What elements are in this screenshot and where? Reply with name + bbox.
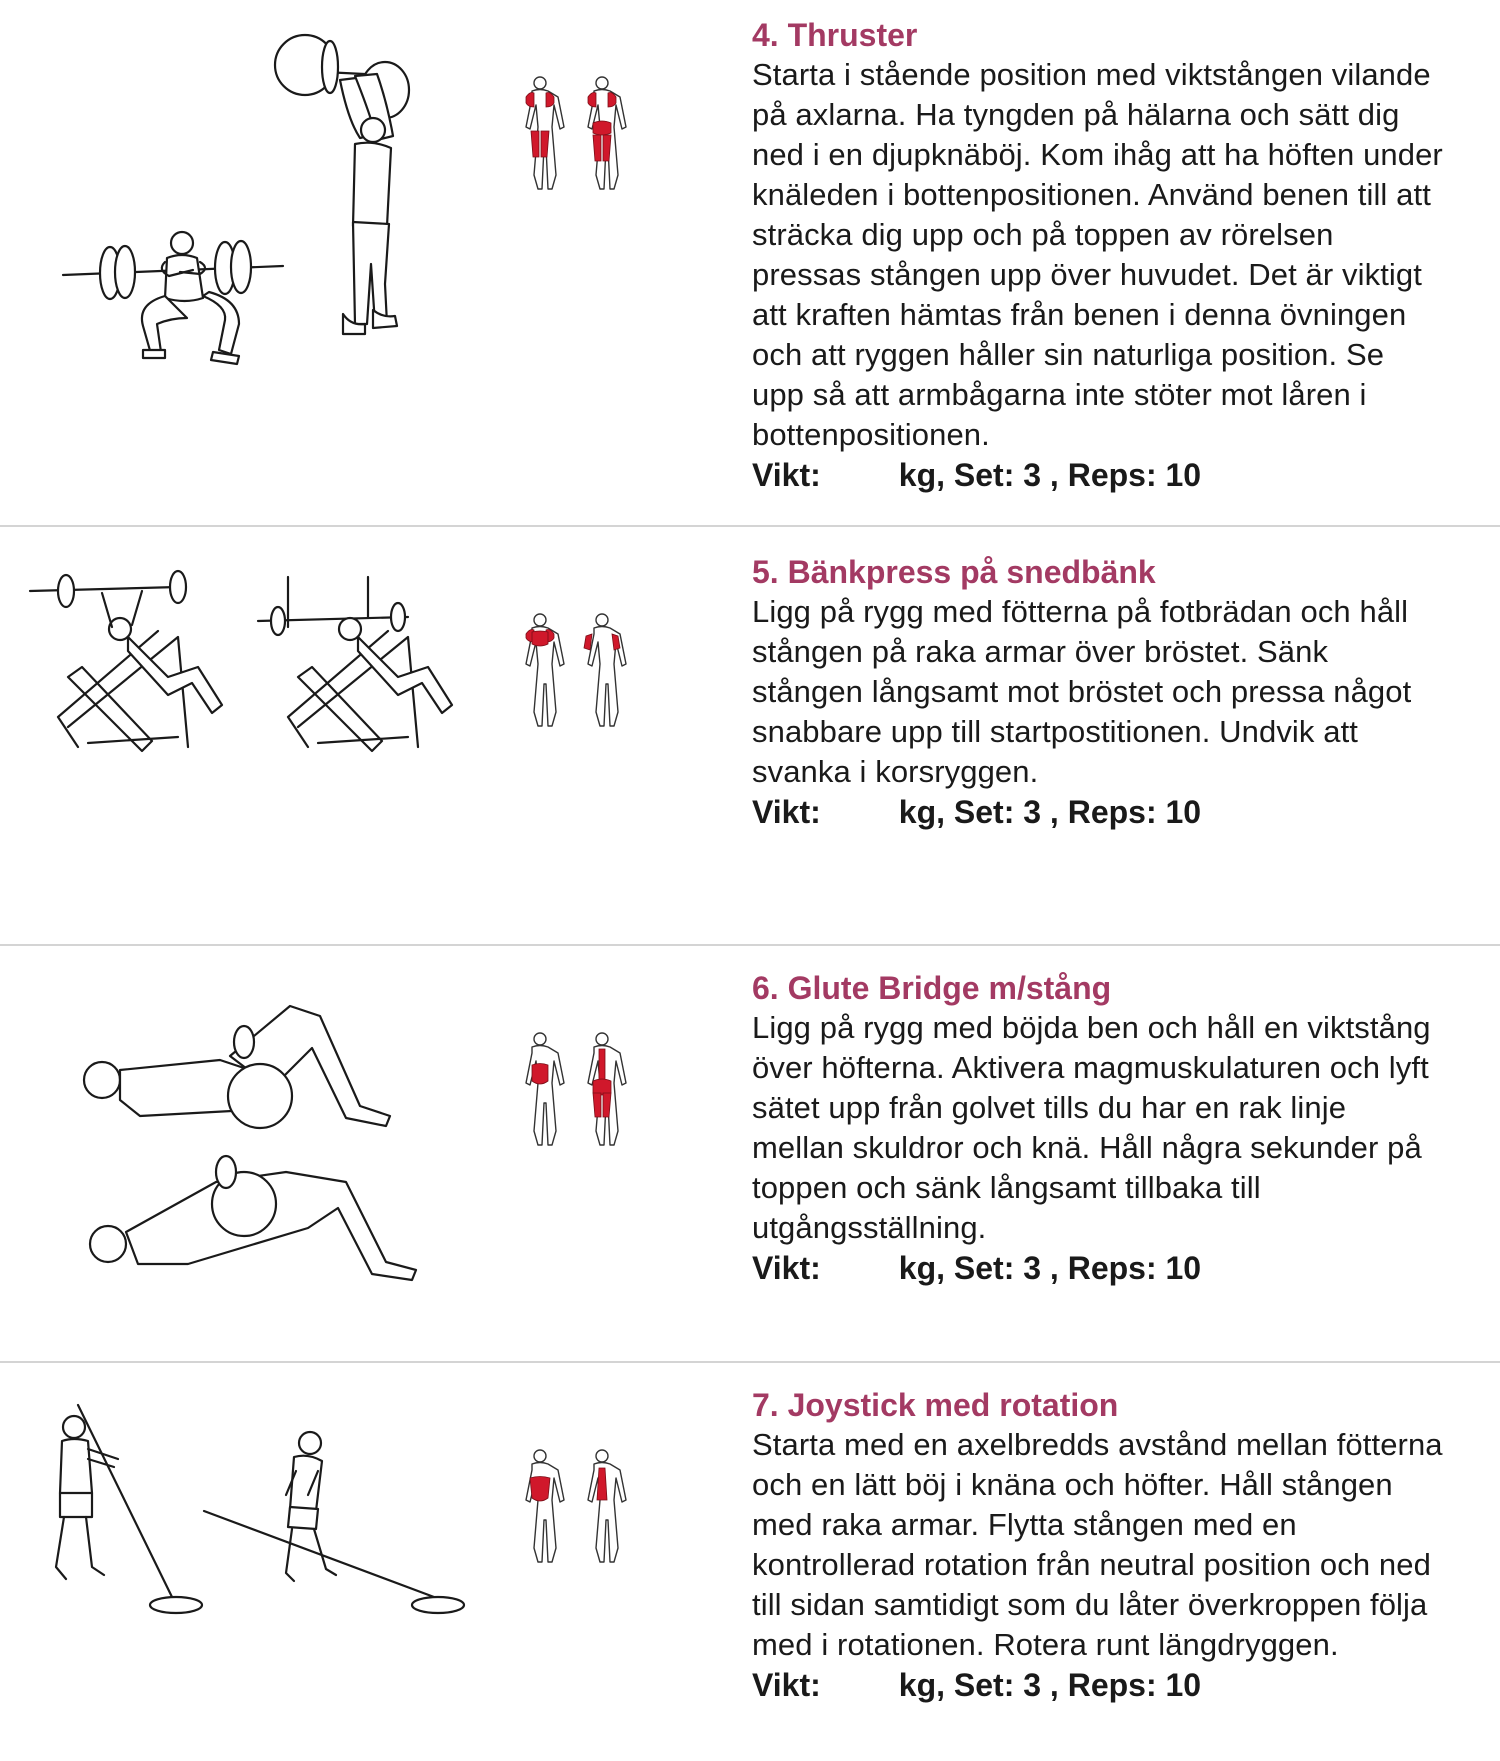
description-line: och att ryggen håller sin naturliga position. Se [752,337,1385,372]
exercise-6 [0,946,1500,1361]
description-line: med raka armar. Flytta stången med en [752,1507,1297,1542]
description-line: kontrollerad rotation från neutral position och ned [752,1547,1431,1582]
description-line: över höfterna. Aktivera magmuskulaturen och lyft [752,1050,1429,1085]
muscle-map-abs-glutes-icon [518,1031,638,1156]
description-line: sträcka dig upp och på toppen av rörelsen [752,217,1334,252]
vikt-label: Vikt: [752,1667,821,1703]
description-line: stången långsamt mot bröstet och pressa något [752,674,1412,709]
exercise-description [752,1008,1497,1248]
description-line: Ligg på rygg med böjda ben och håll en viktstång [752,1010,1431,1045]
vikt-label: Vikt: [752,457,821,493]
stats-values: kg, Set: 3 , Reps: 10 [898,457,1202,493]
description-line: att kraften hämtas från benen i denna övningen [752,297,1407,332]
exercise-4 [0,0,1500,525]
exercise-description [752,592,1497,792]
exercise-description [752,55,1497,455]
description-line: Starta i stående position med viktstången vilande [752,57,1431,92]
description-line: och en lätt böj i knäna och höfter. Håll stången [752,1467,1393,1502]
description-line: knäleden i bottenpositionen. Använd benen till att [752,177,1431,212]
exercise-title: 6. Glute Bridge m/stång [752,970,1112,1006]
incline-bench-press-illustration-icon [28,567,498,772]
exercise-description [752,1425,1497,1665]
exercise-7-text [752,1385,1497,1705]
exercise-4-text [752,15,1497,495]
description-line: pressas stången upp över huvudet. Det är viktigt [752,257,1422,292]
joystick-rotation-illustration-icon [38,1401,498,1646]
exercise-title: 4. Thruster [752,17,918,53]
description-line: till sidan samtidigt som du låter överkroppen följa [752,1587,1428,1622]
description-line: på axlarna. Ha tyngden på hälarna och sätt dig [752,97,1400,132]
muscle-map-chest-triceps-icon [518,612,638,737]
stats-values: kg, Set: 3 , Reps: 10 [898,1250,1202,1286]
description-line: Starta med en axelbredds avstånd mellan fötterna [752,1427,1443,1462]
description-line: bottenpositionen. [752,417,990,452]
thruster-illustration-icon [55,30,515,385]
muscle-map-abs-lower-back-icon [518,1448,638,1573]
exercise-7 [0,1363,1500,1761]
description-line: toppen och sänk långsamt tillbaka till [752,1170,1261,1205]
description-line: sätet upp från golvet tills du har en rak linje [752,1090,1347,1125]
exercise-stats [752,1665,1497,1705]
vikt-label: Vikt: [752,794,821,830]
description-line: svanka i korsryggen. [752,754,1039,789]
description-line: mellan skuldror och knä. Håll några sekunder på [752,1130,1422,1165]
muscle-map-shoulders-legs-icon [518,75,638,200]
exercise-stats [752,792,1497,832]
description-line: upp så att armbågarna inte stöter mot låren i [752,377,1367,412]
description-line: ned i en djupknäböj. Kom ihåg att ha höften under [752,137,1443,172]
description-line: med i rotationen. Rotera runt längdryggen. [752,1627,1339,1662]
description-line: Ligg på rygg med fötterna på fotbrädan och håll [752,594,1409,629]
description-line: snabbare upp till startpostitionen. Undvik att [752,714,1358,749]
vikt-label: Vikt: [752,1250,821,1286]
description-line: stången på raka armar över bröstet. Sänk [752,634,1329,669]
description-line: utgångsställning. [752,1210,987,1245]
exercise-5-text [752,552,1497,832]
exercise-5 [0,527,1500,944]
exercise-stats [752,455,1497,495]
exercise-6-text [752,968,1497,1288]
exercise-title: 7. Joystick med rotation [752,1387,1119,1423]
glute-bridge-illustration-icon [80,996,440,1321]
exercise-title: 5. Bänkpress på snedbänk [752,554,1156,590]
stats-values: kg, Set: 3 , Reps: 10 [898,1667,1202,1703]
stats-values: kg, Set: 3 , Reps: 10 [898,794,1202,830]
exercise-stats [752,1248,1497,1288]
